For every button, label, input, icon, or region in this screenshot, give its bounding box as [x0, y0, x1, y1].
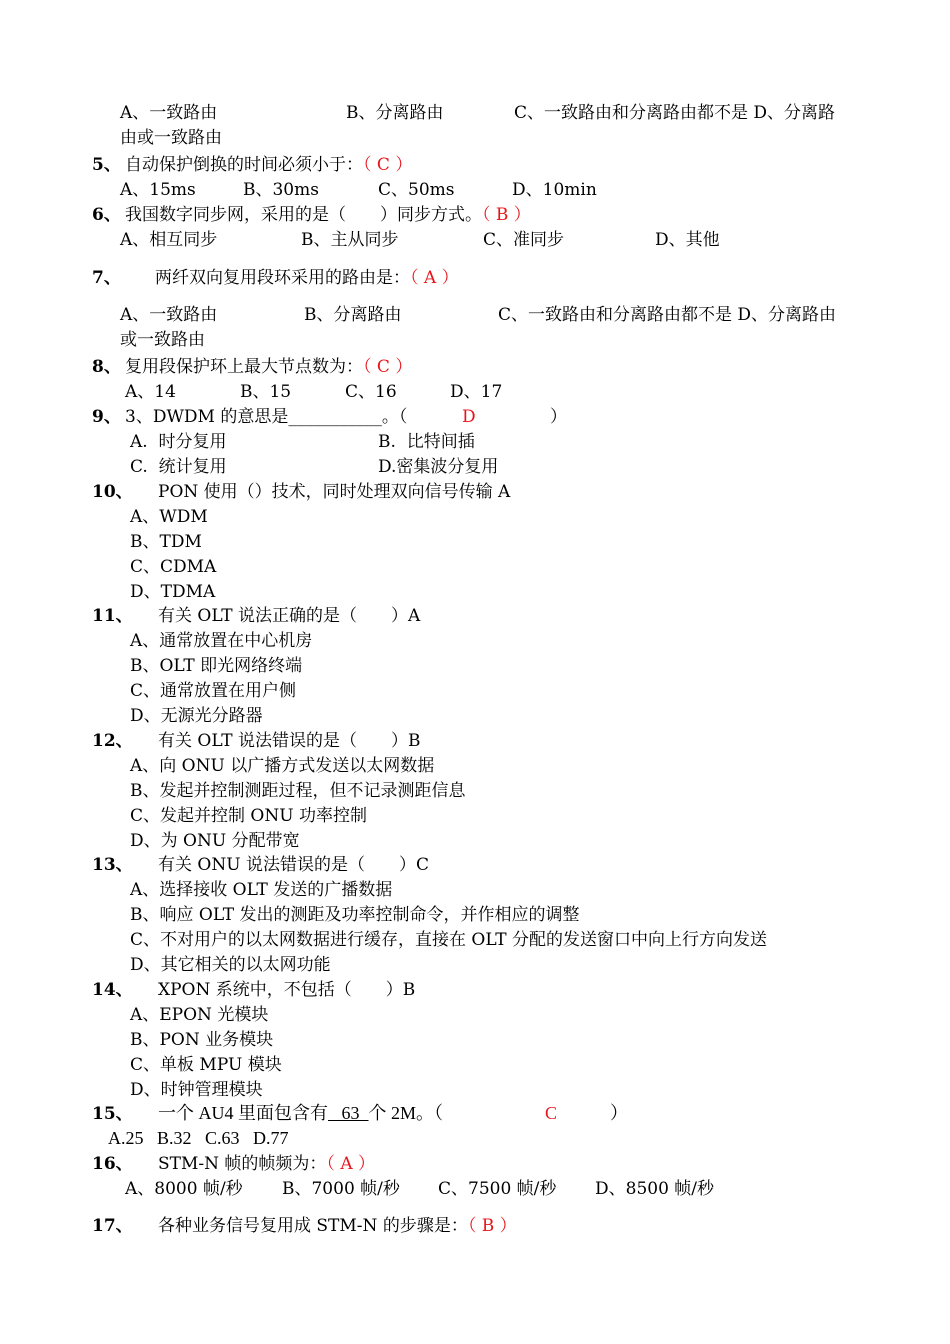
q16-option-a: A、8000 帧/秒 [125, 1179, 243, 1199]
q8-question [125, 357, 412, 377]
q5-question [125, 155, 412, 175]
q9-close-paren: ） [550, 407, 567, 427]
q13-text: 有关 ONU 说法错误的是（ ）C [158, 855, 429, 875]
q13-option-a: A、选择接收 OLT 发送的广播数据 [130, 880, 393, 900]
q12-option-d: D、为 ONU 分配带宽 [130, 831, 300, 851]
q4-option-b: B、分离路由 [346, 103, 444, 123]
q8-text: 复用段保护环上最大节点数为： [125, 357, 363, 377]
q10-option-b: B、TDM [130, 532, 202, 552]
q14-option-a: A、EPON 光模块 [130, 1005, 269, 1025]
q9-option-c: C. 统计复用 [130, 457, 227, 477]
q11-option-a: A、通常放置在中心机房 [130, 631, 313, 651]
q9-option-b: B. 比特间插 [378, 432, 475, 452]
q13-option-c: C、不对用户的以太网数据进行缓存，直接在 OLT 分配的发送窗口中向上行方向发送 [130, 930, 767, 950]
q12-text: 有关 OLT 说法错误的是（ ）B [158, 731, 421, 751]
q12-number: 12、 [92, 731, 133, 751]
q7-option-wrap: 或一致路由 [120, 330, 205, 350]
q14-number: 14、 [92, 980, 133, 1000]
q10-number: 10、 [92, 482, 133, 502]
q4-option-c: C、一致路由和分离路由都不是 D、分离路 [514, 103, 836, 123]
q6-option-a: A、相互同步 [120, 230, 218, 250]
q12-option-b: B、发起并控制测距过程，但不记录测距信息 [130, 781, 466, 801]
q5-option-b: B、30ms [243, 180, 319, 200]
q13-number: 13、 [92, 855, 133, 875]
q9-option-a: A. 时分复用 [130, 432, 227, 452]
q10-option-d: D、TDMA [130, 582, 216, 602]
q16-option-d: D、8500 帧/秒 [595, 1179, 715, 1199]
q8-option-a: A、14 [125, 382, 176, 402]
q7-answer: （ A ） [410, 268, 459, 288]
q9-option-d: D.密集波分复用 [378, 457, 499, 477]
q7-option-b: B、分离路由 [304, 305, 402, 325]
q13-option-b: B、响应 OLT 发出的测距及功率控制命令，并作相应的调整 [130, 905, 580, 925]
q4-option-a: A、一致路由 [120, 103, 218, 123]
q16-option-c: C、7500 帧/秒 [438, 1179, 557, 1199]
q6-option-b: B、主从同步 [301, 230, 399, 250]
q13-option-d: D、其它相关的以太网功能 [130, 955, 331, 975]
q9-answer: D [462, 407, 476, 427]
q14-option-c: C、单板 MPU 模块 [130, 1055, 282, 1075]
q9-blank-mark: _ [322, 407, 331, 427]
q15-blank: 63 [328, 1103, 369, 1123]
q7-question [155, 268, 459, 288]
q9-blank: ____ [288, 407, 323, 427]
q7-text: 两纤双向复用段环采用的路由是： [155, 268, 410, 288]
q14-text: XPON 系统中，不包括（ ）B [158, 980, 416, 1000]
q5-option-c: C、50ms [378, 180, 455, 200]
q7-number: 7、 [92, 268, 121, 288]
q17-answer: （ B ） [467, 1216, 517, 1236]
q17-text: 各种业务信号复用成 STM-N 的步骤是： [158, 1216, 468, 1236]
q11-option-c: C、通常放置在用户侧 [130, 681, 297, 701]
q17-number: 17、 [92, 1216, 133, 1236]
q10-option-a: A、WDM [130, 507, 208, 527]
q7-option-c: C、一致路由和分离路由都不是 D、分离路由 [498, 305, 837, 325]
q14-option-b: B、PON 业务模块 [130, 1030, 274, 1050]
q8-option-d: D、17 [450, 382, 503, 402]
q5-answer: （ C ） [363, 155, 413, 175]
q11-option-d: D、无源光分路器 [130, 706, 263, 726]
q6-number: 6、 [92, 205, 121, 225]
q11-text: 有关 OLT 说法正确的是（ ）A [158, 606, 421, 626]
q6-question [125, 205, 531, 225]
q8-answer: （ C ） [363, 357, 413, 377]
q8-option-c: C、16 [345, 382, 397, 402]
q11-option-b: B、OLT 即光网络终端 [130, 656, 303, 676]
q10-option-c: C、CDMA [130, 557, 217, 577]
q16-question [158, 1154, 375, 1174]
q17-question [158, 1216, 517, 1236]
q15-text: 一个 AU4 里面包含有 [158, 1103, 328, 1123]
q6-option-d: D、其他 [655, 230, 720, 250]
q6-answer: （ B ） [482, 205, 531, 225]
q16-text: STM-N 帧的帧频为： [158, 1154, 327, 1174]
q7-option-a: A、一致路由 [120, 305, 218, 325]
q10-text: PON 使用（）技术，同时处理双向信号传输 A [158, 482, 511, 502]
q6-option-c: C、准同步 [483, 230, 565, 250]
q8-option-b: B、15 [240, 382, 292, 402]
q9-number: 9、 [92, 407, 121, 427]
q11-number: 11、 [92, 606, 133, 626]
q15-answer: C [545, 1103, 558, 1123]
q12-option-c: C、发起并控制 ONU 功率控制 [130, 806, 367, 826]
q15-number: 15、 [92, 1104, 133, 1124]
q4-option-wrap: 由或一致路由 [120, 128, 222, 148]
q9-text-end: ______。（ [330, 407, 408, 427]
q15-options: A.25 B.32 C.63 D.77 [108, 1128, 289, 1148]
q12-option-a: A、向 ONU 以广播方式发送以太网数据 [130, 756, 435, 776]
q8-number: 8、 [92, 357, 121, 377]
q5-text: 自动保护倒换的时间必须小于： [125, 155, 363, 175]
q14-option-d: D、时钟管理模块 [130, 1080, 263, 1100]
q15-text-end: 个 2M。（ [368, 1103, 444, 1123]
q9-question [125, 407, 407, 427]
q5-option-d: D、10min [512, 180, 597, 200]
q5-option-a: A、15ms [120, 180, 196, 200]
q15-question [158, 1103, 443, 1123]
q15-close-paren: ） [610, 1103, 628, 1123]
q16-option-b: B、7000 帧/秒 [282, 1179, 400, 1199]
q5-number: 5、 [92, 155, 121, 175]
q16-number: 16、 [92, 1154, 133, 1174]
q9-text: 3、DWDM 的意思是 [125, 407, 289, 427]
q6-text: 我国数字同步网，采用的是（ ）同步方式。 [125, 205, 482, 225]
q16-answer: （ A ） [326, 1154, 376, 1174]
